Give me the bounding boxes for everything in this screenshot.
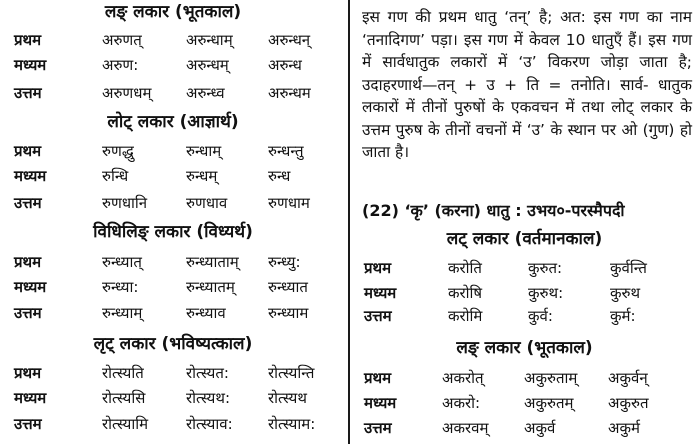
form-plural: रुन्ध्यु: [268, 253, 301, 271]
conjugation-row [0, 251, 346, 273]
form-singular: रुणधानि [102, 194, 148, 212]
person-label: मध्यम [14, 167, 47, 185]
form-plural: अरुन्ध [268, 56, 302, 74]
form-plural: अरुन्धम [268, 84, 311, 102]
person-label: उत्तम [14, 194, 42, 212]
section-heading-lot-lakar: लोट् लकार (आज्ञार्थ) [107, 112, 239, 132]
conjugation-row [0, 276, 346, 298]
section-heading-lat-lakar: लट् लकार (वर्तमानकाल) [446, 229, 603, 249]
form-plural: रुणधाम [268, 194, 310, 212]
form-dual: अरुन्ध्व [186, 84, 225, 102]
form-singular: रोत्स्यति [102, 364, 144, 382]
form-dual: रुन्धाम् [186, 142, 222, 160]
section-heading-lang-lakar: लङ् लकार (भूतकाल) [456, 338, 593, 358]
form-plural: रोत्स्यन्ति [268, 364, 315, 382]
form-singular: करोषि [448, 284, 483, 302]
person-label: उत्तम [364, 419, 392, 437]
person-label: मध्यम [14, 278, 47, 296]
person-label: प्रथम [364, 369, 392, 387]
form-dual: रोत्स्यत: [186, 364, 229, 382]
form-singular: रुन्ध्यात् [102, 253, 142, 271]
form-dual: रुन्धम् [186, 167, 218, 185]
form-plural: अकुर्म [608, 419, 640, 437]
form-plural: अकुरुत [608, 394, 649, 412]
form-dual: रुन्ध्याव [186, 304, 226, 322]
form-plural: रुन्ध [268, 167, 291, 185]
form-plural: कुर्वन्ति [610, 259, 647, 277]
conjugation-row [0, 387, 346, 409]
column-divider [348, 0, 350, 444]
form-plural: अरुन्धन् [268, 31, 311, 49]
form-plural: रोत्स्यथ [268, 389, 307, 407]
form-plural: कुरुथ [610, 284, 641, 302]
form-dual: रुणधाव [186, 194, 228, 212]
form-singular: रुन्ध्याम् [102, 304, 143, 322]
person-label: मध्यम [14, 56, 47, 74]
person-label: उत्तम [14, 304, 42, 322]
person-label: उत्तम [364, 307, 392, 325]
conjugation-row [0, 192, 346, 214]
conjugation-row [0, 140, 346, 162]
person-label: प्रथम [14, 142, 42, 160]
dhatu-section-title: (22) ‘कृ’ (करना) धातु : उभय०-परस्मैपदी [362, 201, 625, 220]
form-plural: रुन्ध्याम [268, 304, 309, 322]
section-heading-vidhiling-lakar: विधिलिङ् लकार (विध्यर्थ) [93, 222, 253, 242]
conjugation-row [352, 417, 697, 439]
form-singular: अरुणत् [102, 31, 142, 49]
form-singular: अकरो: [442, 394, 481, 412]
form-singular: करोति [448, 259, 482, 277]
right-column [352, 0, 697, 444]
tanadi-gana-paragraph: इस गण की प्रथम धातु ‘तन्’ है; अत: इस गण का नाम ‘तनादिगण’ पड़ा। इस गण में केवल 10 धातुएँ हैं। इस गण में सार्वधातुक लकारों में ‘उ’ विकरण जोड़ा जाता है; उदाहरणार्थ—तन् + उ + ति = तनोति। सार्व- धातुक लकारों में तीनों पुरुषों के एकवचन में तथा लोट् लकार के उत्तम पुरुष के तीनों वचनों में ‘उ’ के स्थान पर ओ (गुण) हो जाता है। [362, 8, 692, 161]
person-label: उत्तम [14, 84, 42, 102]
section-heading-lang-lakar: लङ् लकार (भूतकाल) [104, 2, 242, 22]
form-singular: रोत्स्यामि [102, 415, 149, 433]
person-label: मध्यम [364, 394, 397, 412]
conjugation-row [352, 392, 697, 414]
form-dual: कुर्व: [528, 307, 553, 325]
form-singular: रुन्ध्या: [102, 278, 139, 296]
form-dual: रोत्स्याव: [186, 415, 233, 433]
person-label: प्रथम [14, 253, 42, 271]
form-singular: अरुणधम् [102, 84, 152, 102]
form-dual: अरुन्धम् [186, 56, 229, 74]
person-label: मध्यम [364, 284, 397, 302]
form-dual: कुरुथ: [528, 284, 564, 302]
form-dual: अकुरुतम् [524, 394, 574, 412]
form-dual: अरुन्धाम् [186, 31, 233, 49]
form-dual: रुन्ध्याताम् [186, 253, 239, 271]
form-dual: रोत्स्यथ: [186, 389, 230, 407]
conjugation-row [0, 302, 346, 324]
section-heading-lrit-lakar: लृट् लकार (भविष्यत्काल) [93, 334, 253, 354]
conjugation-row [352, 257, 697, 279]
form-plural: रुन्धन्तु [268, 142, 304, 160]
form-singular: अकरोत् [442, 369, 484, 387]
conjugation-row [352, 305, 697, 327]
person-label: मध्यम [14, 389, 47, 407]
form-plural: कुर्म: [610, 307, 636, 325]
conjugation-row [0, 165, 346, 187]
left-column [0, 0, 346, 444]
form-singular: रोत्स्यसि [102, 389, 146, 407]
form-singular: अकरवम् [442, 419, 489, 437]
person-label: प्रथम [364, 259, 392, 277]
conjugation-row [0, 82, 346, 104]
form-plural: रुन्ध्यात [268, 278, 308, 296]
conjugation-row [0, 54, 346, 76]
conjugation-row [352, 282, 697, 304]
form-dual: कुरुत: [528, 259, 563, 277]
conjugation-row [0, 413, 346, 435]
form-singular: अरुण: [102, 56, 139, 74]
form-dual: रुन्ध्यातम् [186, 278, 235, 296]
form-dual: अकुर्व [524, 419, 556, 437]
form-singular: रुन्धि [102, 167, 129, 185]
form-plural: अकुर्वन् [608, 369, 648, 387]
conjugation-row [0, 29, 346, 51]
conjugation-row [352, 367, 697, 389]
form-dual: अकुरुताम् [524, 369, 578, 387]
conjugation-row [0, 362, 346, 384]
form-singular: करोमि [448, 307, 483, 325]
person-label: उत्तम [14, 415, 42, 433]
form-plural: रोत्स्याम: [268, 415, 316, 433]
person-label: प्रथम [14, 31, 42, 49]
form-singular: रुणद्धु [102, 142, 134, 160]
person-label: प्रथम [14, 364, 42, 382]
